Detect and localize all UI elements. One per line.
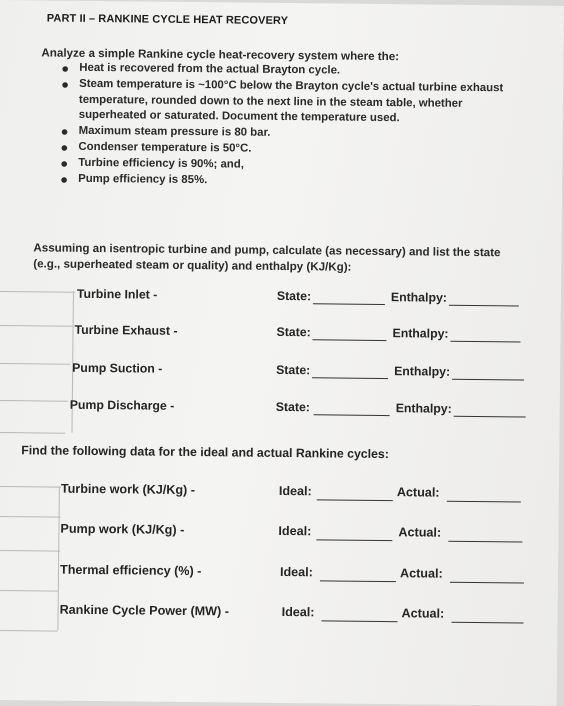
result-row-rankine-power: Rankine Cycle Power (MW) - Ideal: Actual: — [0, 602, 558, 626]
actual-answer-blank[interactable] — [448, 541, 522, 543]
state-answer-blank[interactable] — [312, 377, 388, 379]
actual-answer-blank[interactable] — [450, 582, 524, 584]
state-row-turbine-exhaust: Turbine Exhaust - State: Enthalpy: — [0, 322, 561, 346]
enthalpy-answer-blank[interactable] — [454, 416, 526, 418]
list-item: ● Condenser temperature is 50°C. — [60, 139, 252, 155]
result-row-turbine-work: Turbine work (KJ/Kg) - Ideal: Actual: — [0, 481, 559, 505]
bullet-icon: ● — [61, 76, 70, 92]
list-item: ● Steam temperature is ~100°C below the Brayton cycle's actual turbine exhaust temperature, rounded down to the next line in the steam table, whether superheated or saturated. Document the temperature used. — [61, 76, 504, 125]
form-guide-line — [0, 590, 58, 592]
bullet-icon: ● — [60, 139, 69, 155]
form-guide-line — [0, 630, 57, 632]
state-row-pump-suction: Pump Suction - State: Enthalpy: — [0, 360, 560, 384]
section-title: PART II – RANKINE CYCLE HEAT RECOVERY — [46, 12, 289, 28]
enthalpy-answer-blank[interactable] — [452, 379, 524, 381]
ideal-answer-blank[interactable] — [322, 620, 398, 622]
ideal-answer-blank[interactable] — [317, 499, 393, 501]
bullet-icon: ● — [60, 155, 69, 171]
result-row-pump-work: Pump work (KJ/Kg) - Ideal: Actual: — [0, 521, 559, 545]
state-answer-blank[interactable] — [312, 339, 386, 341]
list-item: ● Pump efficiency is 85%. — [60, 171, 208, 187]
bullet-icon: ● — [60, 123, 69, 139]
intro-text: Analyze a simple Rankine cycle heat-recovery system where the: — [41, 46, 400, 64]
enthalpy-answer-blank[interactable] — [449, 305, 519, 307]
result-row-thermal-efficiency: Thermal efficiency (%) - Ideal: Actual: — [0, 562, 558, 586]
form-guide-line — [0, 550, 60, 552]
ideal-answer-blank[interactable] — [320, 580, 396, 582]
actual-answer-blank[interactable] — [452, 622, 524, 624]
assumption-text: Assuming an isentropic turbine and pump, calculate (as necessary) and list the state (e.g., superheated steam or quality) and enthalpy (KJ/Kg): — [33, 241, 501, 274]
state-row-pump-discharge: Pump Discharge - State: Enthalpy: — [0, 397, 560, 421]
list-item: ● Maximum steam pressure is 80 bar. — [60, 123, 271, 140]
enthalpy-answer-blank[interactable] — [450, 341, 520, 343]
list-item: ● Turbine efficiency is 90%; and, — [60, 155, 244, 171]
state-row-turbine-inlet: Turbine Inlet - State: Enthalpy: — [0, 286, 561, 310]
state-answer-blank[interactable] — [314, 414, 390, 416]
conditions-list — [54, 61, 515, 192]
form-guide-line — [0, 516, 61, 518]
actual-answer-blank[interactable] — [447, 501, 521, 503]
list-item: ● Heat is recovered from the actual Brayton cycle. — [61, 60, 341, 77]
bullet-icon: ● — [61, 60, 70, 76]
bullet-icon: ● — [60, 171, 69, 187]
form-guide-line — [0, 432, 65, 434]
ideal-answer-blank[interactable] — [316, 539, 392, 541]
find-instruction: Find the following data for the ideal and actual Rankine cycles: — [21, 443, 389, 462]
state-answer-blank[interactable] — [313, 303, 385, 305]
